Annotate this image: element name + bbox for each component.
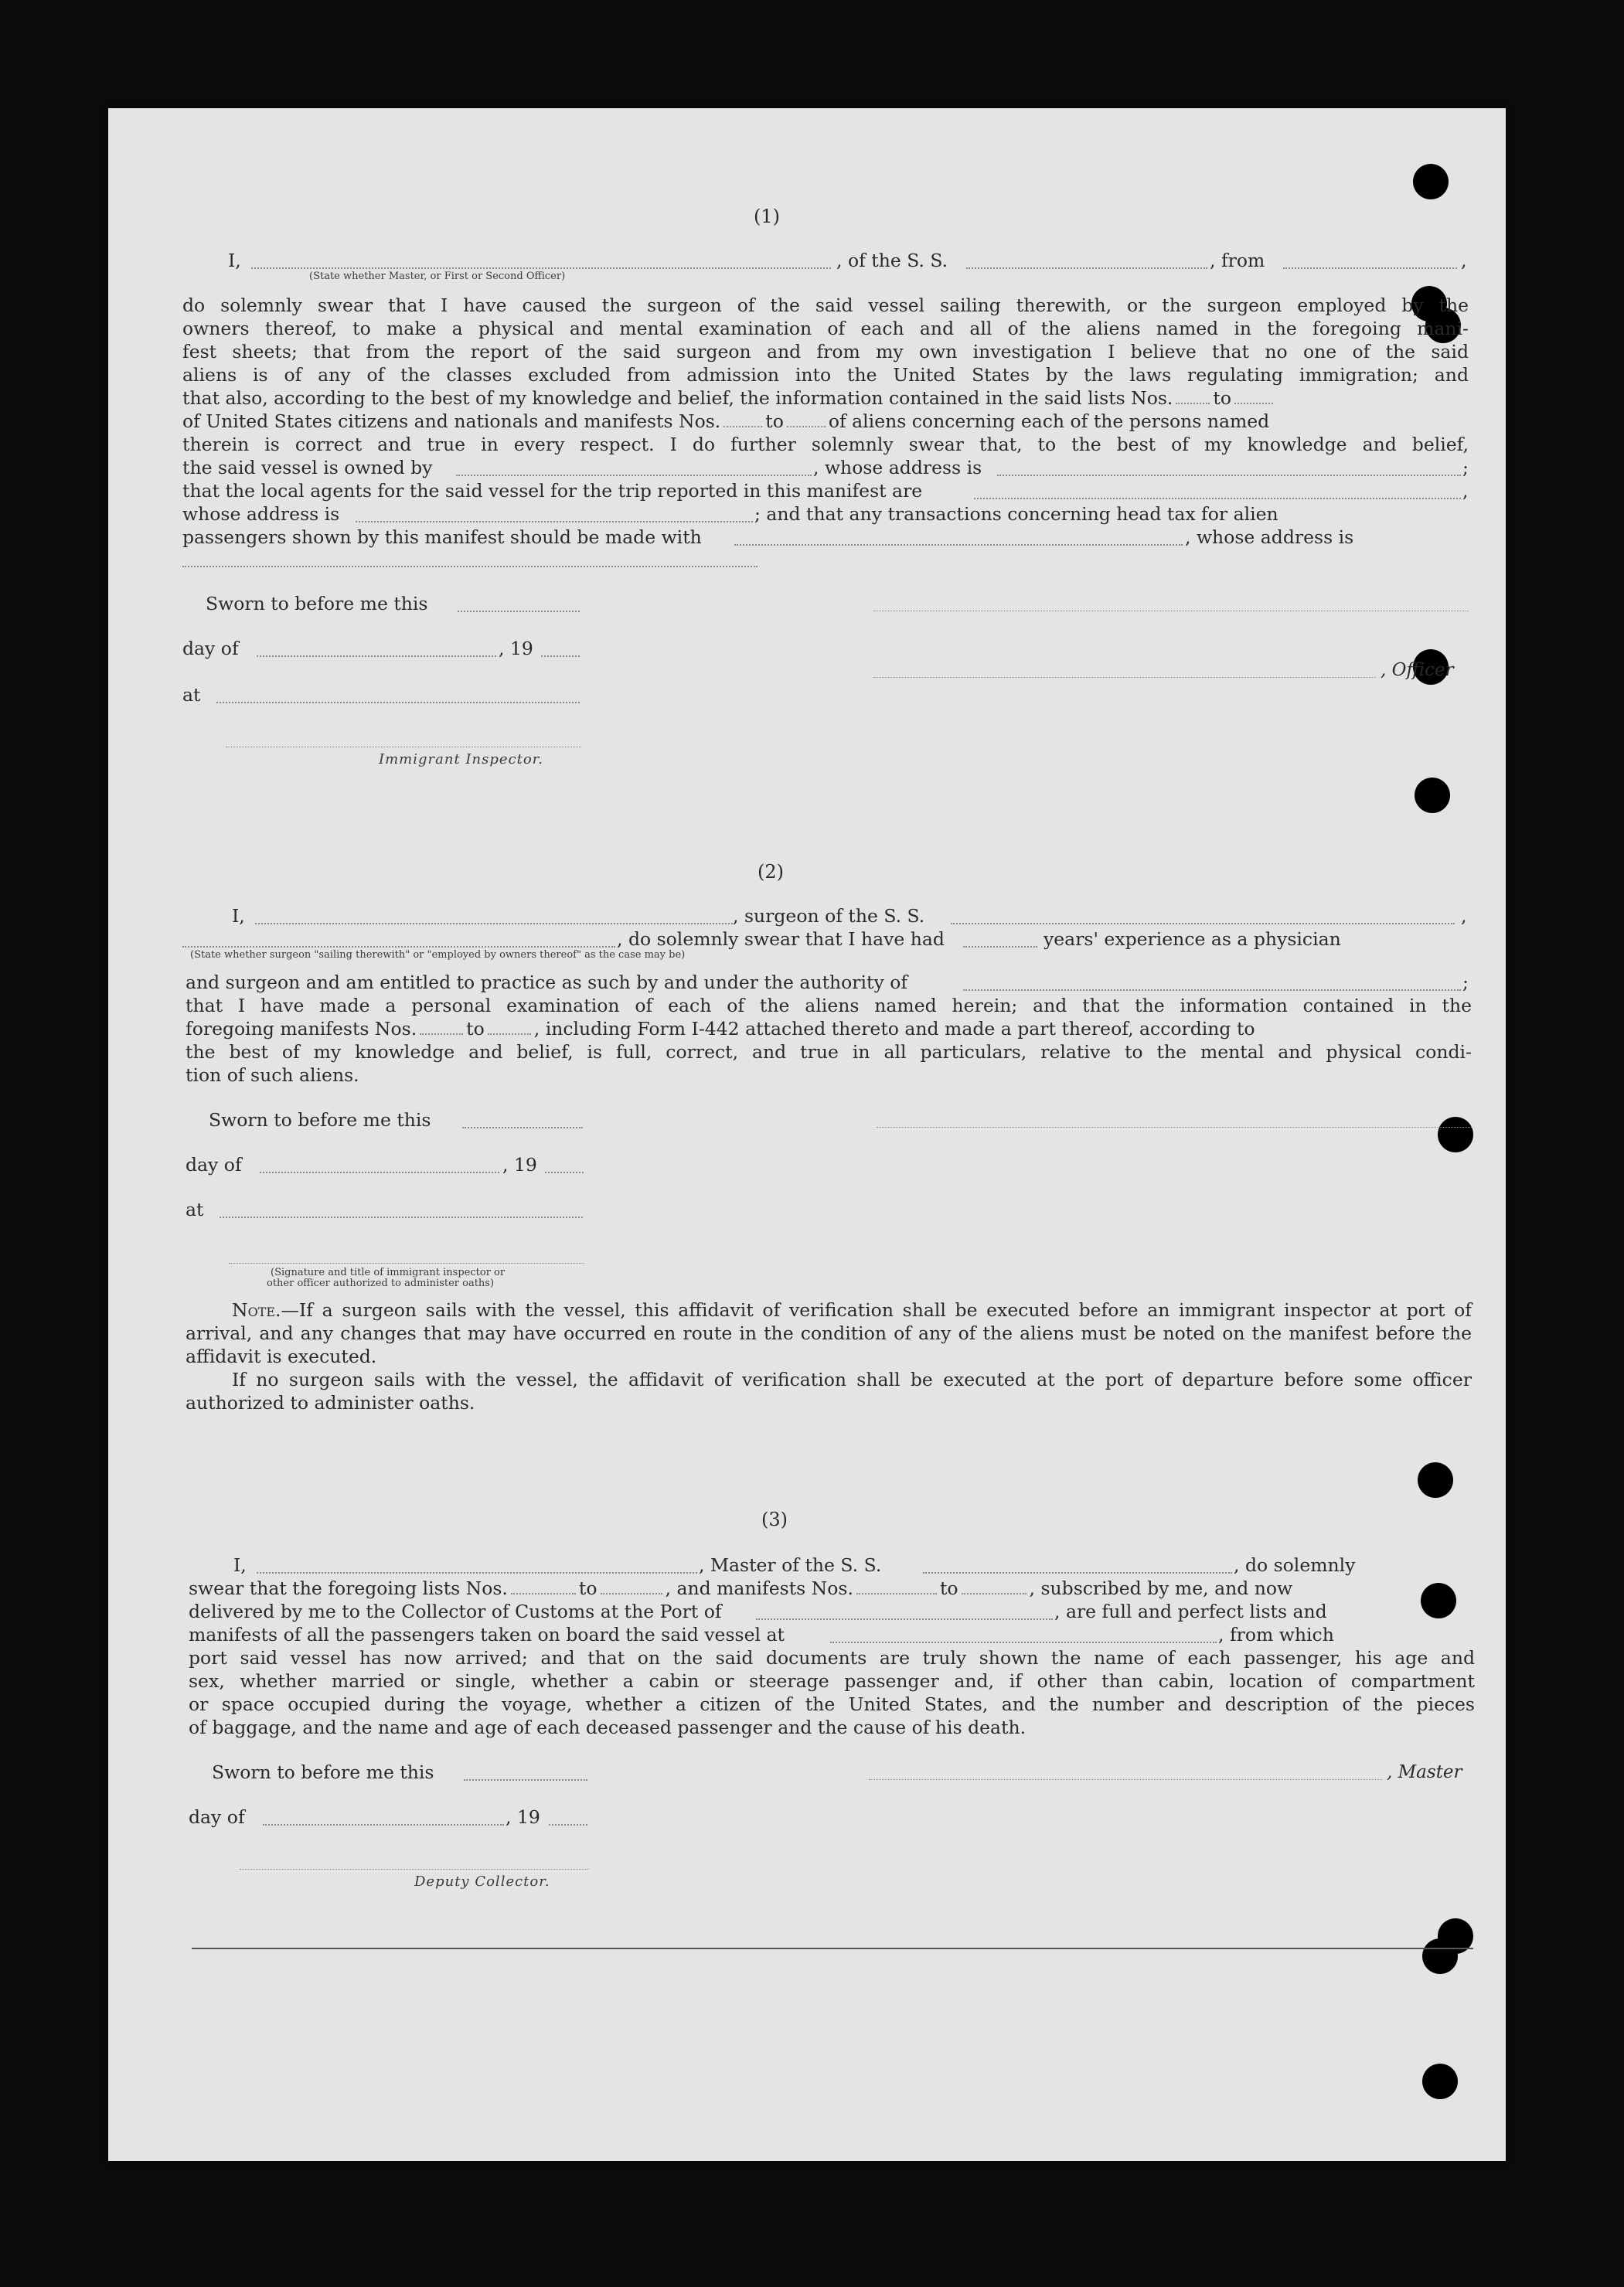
punch-hole [1413,164,1449,199]
s3-year-blank [549,1824,587,1826]
s2-authority-semicolon: ; [1462,972,1469,993]
s3-sworn-blank [464,1779,587,1781]
s2-sworn: Sworn to before me this [209,1109,431,1131]
s3-deputy-line [240,1869,589,1870]
s1-owner-address-blank [997,475,1461,476]
s1-owned-label: the said vessel is owned by [182,457,433,478]
s1-body-line: fest sheets; that from the report of the said surgeon and from my own investigation I believe that no one of the said [182,341,1469,362]
s3-line3-text: , are full and perfect lists and [1054,1601,1327,1622]
s3-master-label: , Master [1387,1762,1462,1782]
s3-body-line: of baggage, and the name and age of each deceased passenger and the cause of his death. [189,1717,1026,1738]
s2-inspector-line [229,1263,584,1264]
s1-officer-label: , Officer [1381,660,1454,680]
s3-body-line: port said vessel has now arrived; and that on the said documents are truly shown the name of each passenger, his age and [189,1647,1475,1669]
s3-line1-solemnly: , do solemnly [1234,1554,1356,1576]
s1-owned-semicolon: ; [1462,457,1469,478]
s2-authority-label: and surgeon and am entitled to practice as such by and under the authority of [186,972,908,993]
s1-owner-blank [456,475,812,476]
s2-exam-line: that I have made a personal examination of each of the aliens named herein; and that the information contained in the [186,995,1472,1016]
s1-line1-from: , from [1210,250,1265,271]
s1-officer-note: (State whether Master, or First or Second Officer) [309,271,566,282]
s2-at-blank [220,1217,583,1218]
s1-agents-blank [974,498,1461,499]
s2-line1-comma: , [1461,905,1467,927]
s1-body-line: owners thereof, to make a physical and mental examination of each and all of the aliens named in the foregoing mani- [182,318,1469,339]
s1-vessel-blank [966,267,1207,269]
s1-day-of: day of [182,638,239,659]
s3-line3-label: delivered by me to the Collector of Customs at the Port of [189,1601,722,1622]
s2-signature-line [877,1127,1472,1128]
s3-day-blank [263,1824,504,1826]
punch-hole [1421,1583,1456,1618]
manifest-affidavit-page [108,108,1506,2161]
s3-line1-ss: , Master of the S. S. [699,1554,882,1576]
s2-sig-note: other officer authorized to administer oaths) [267,1278,495,1289]
s2-sworn-blank [462,1127,583,1128]
s1-at-blank [216,702,580,703]
s1-sworn: Sworn to before me this [206,593,428,614]
s2-line1-ss: , surgeon of the S. S. [733,905,925,927]
s3-master-name-blank [257,1572,697,1574]
s1-officer-line [873,677,1376,678]
s1-citizens-text: of United States citizens and nationals and manifests Nos. to of aliens concerning each of the persons named [182,410,1270,432]
s1-passengers-label: passengers shown by this manifest should be made with [182,526,702,548]
s2-surgeon-type-blank [182,946,615,948]
s3-line1-i: I, [233,1554,247,1576]
s3-sworn: Sworn to before me this [212,1761,434,1783]
punch-hole [1438,1117,1473,1152]
section-3-heading: (3) [761,1509,788,1530]
s2-best-line: the best of my knowledge and belief, is full, correct, and true in all particulars, relative to the mental and physical condi- [186,1041,1472,1063]
s2-year-blank [545,1172,584,1173]
s2-sig-note: (Signature and title of immigrant inspector or [271,1267,506,1278]
s1-agents-address-blank [356,521,753,522]
s1-whose-text: ; and that any transactions concerning head tax for alien [754,503,1278,525]
s1-headtax-blank [734,544,1183,546]
s1-line1-ss: , of the S. S. [836,250,948,271]
punch-hole [1418,1462,1453,1498]
s2-line2-years: years' experience as a physician [1044,928,1341,950]
s2-at: at [186,1199,204,1220]
s1-therein-line: therein is correct and true in every respect. I do further solemnly swear that, to the best of my knowledge and belief, [182,434,1469,455]
punch-hole [1415,778,1450,813]
s2-line2-swear: , do solemnly swear that I have had [617,928,945,950]
s3-line4-text: , from which [1218,1624,1334,1645]
s3-line2-text: swear that the foregoing lists Nos. to , and manifests Nos. to , subscribed by me, and now [189,1577,1293,1599]
s3-body-line: or space occupied during the voyage, whether a citizen of the United States, and the number and description of the pieces [189,1693,1475,1715]
s2-foregoing-text: foregoing manifests Nos. to , including Form I-442 attached thereto and made a part thereof, according to [186,1018,1255,1040]
s2-note-paragraph: Note.—If a surgeon sails with the vessel, this affidavit of verification shall be executed before an immigrant inspector at port of arrival, and any changes that may have occurred en route in the condition of any of the aliens must be noted on the manifest before the affidavit is executed. [186,1299,1472,1367]
s1-line1-comma: , [1461,250,1467,271]
s1-agents-label: that the local agents for the said vessel for the trip reported in this manifest are [182,480,923,502]
s1-inspector-label: Immigrant Inspector. [379,751,544,767]
s1-whose-label: whose address is [182,503,340,525]
s2-year: , 19 [502,1154,537,1176]
s1-sworn-blank [458,611,580,612]
s2-tion-line: tion of such aliens. [186,1064,359,1086]
s3-port-blank [756,1618,1053,1620]
s3-vessel-blank [923,1572,1232,1574]
s1-owned-address: , whose address is [813,457,982,478]
s2-surgeon-name-blank [255,923,733,924]
s1-agents-comma: , [1462,480,1469,502]
s1-body-line: do solemnly swear that I have caused the surgeon of the said vessel sailing therewith, or the surgeon employed by the [182,294,1469,316]
s3-year: , 19 [506,1806,540,1828]
section-1-heading: (1) [754,206,780,227]
bottom-rule [192,1948,1473,1949]
s1-day-blank [257,655,496,657]
s1-line1-i: I, [228,250,241,271]
section-2-heading: (2) [758,861,784,883]
s1-passengers-address: , whose address is [1185,526,1354,548]
s1-body-line: aliens is of any of the classes excluded from admission into the United States by the laws regulating immigration; and [182,364,1469,386]
s3-deputy-label: Deputy Collector. [414,1874,550,1890]
s1-at: at [182,684,201,706]
s2-surgeon-note: (State whether surgeon "sailing therewith" or "employed by owners thereof" as the case may be) [190,949,686,961]
s2-vessel-blank [951,923,1455,924]
s3-master-signature-line [869,1779,1382,1780]
s3-line4-label: manifests of all the passengers taken on board the said vessel at [189,1624,785,1645]
punch-hole [1422,2064,1458,2099]
s2-note-paragraph-2: If no surgeon sails with the vessel, the affidavit of verification shall be executed at the port of departure before some officer authorized to administer oaths. [186,1369,1472,1414]
s1-year-blank [541,655,580,657]
s1-headtax-address-blank [182,566,758,567]
s2-day-blank [260,1172,499,1173]
s3-day-of: day of [189,1806,245,1828]
punch-hole [1422,1938,1458,1974]
s1-from-blank [1283,267,1457,269]
s2-years-blank [963,946,1037,948]
s2-authority-blank [963,989,1461,991]
s1-lists-text: that also, according to the best of my knowledge and belief, the information contained in the said lists Nos. to [182,386,1276,410]
s1-officer-blank [251,267,831,269]
s2-line1-i: I, [232,905,245,927]
s2-day-of: day of [186,1154,242,1176]
s3-body-line: sex, whether married or single, whether a cabin or steerage passenger and, if other than cabin, location of compartment [189,1670,1475,1692]
s3-embark-blank [830,1642,1217,1643]
note-label: Note. [232,1299,281,1321]
s1-year: , 19 [499,638,533,659]
